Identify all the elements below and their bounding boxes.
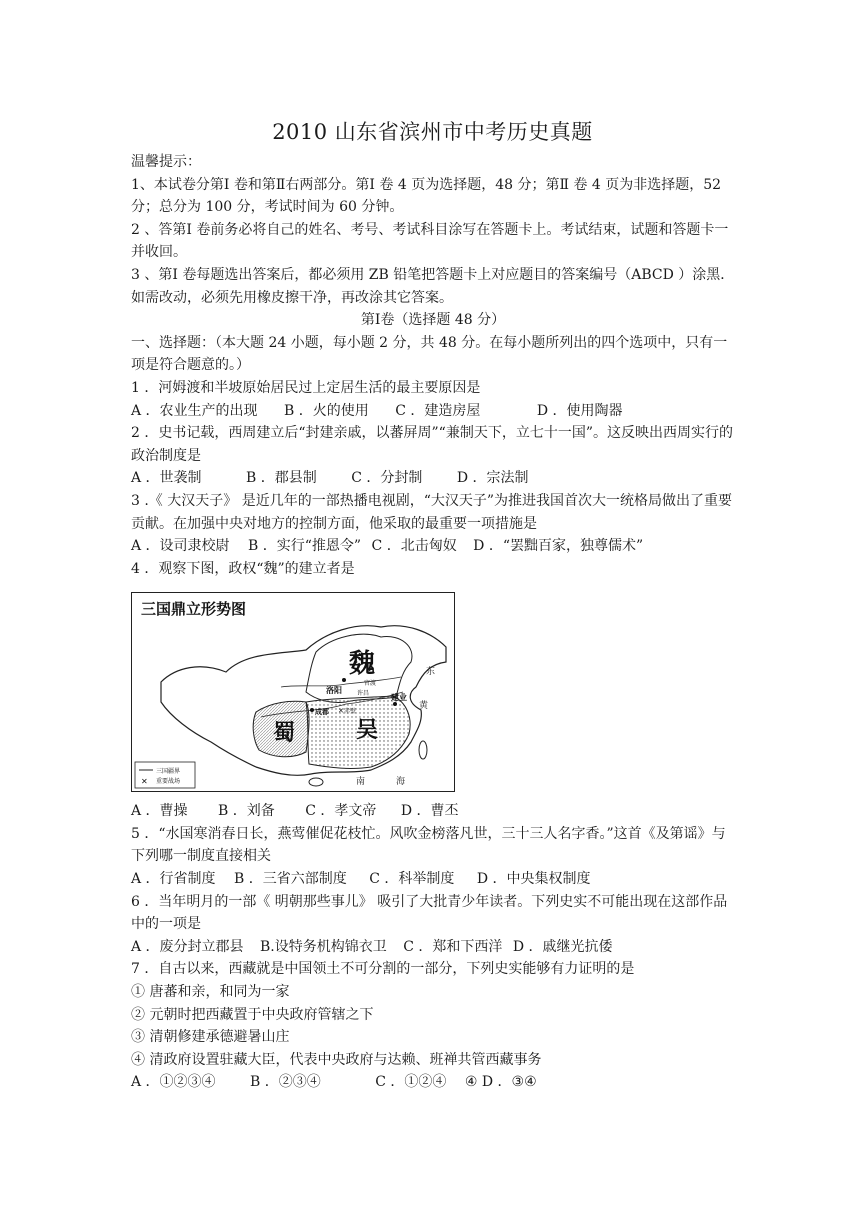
city-marker <box>393 702 397 706</box>
option-c: C ．孝文帝 <box>305 803 377 820</box>
city-marker <box>310 708 314 712</box>
sea-label: 海 <box>396 777 406 788</box>
city-label: 洛阳 <box>326 685 342 696</box>
statement-item: ② 元朝时把西藏置于中央政府管辖之下 <box>131 1006 374 1023</box>
question-options <box>131 467 735 490</box>
city-marker <box>342 678 346 682</box>
option-a: A ．行省制度 <box>131 871 216 888</box>
state-label-shu: 蜀 <box>273 720 296 747</box>
state-label-wu: 吴 <box>356 717 379 744</box>
city-label: 成都 <box>315 707 329 717</box>
notice-item: 2 、答第Ⅰ 卷前务必将自己的姓名、考号、考试科目涂写在答题卡上。考试结束，试题和答题卡一并收回。 <box>131 221 729 261</box>
state-label-wei: 魏 <box>349 649 376 680</box>
question-stem: 5 ．“水国寒消春日长，燕莺催促花枝忙。风吹金榜落凡世，三十三人名字香。”这首《及第谣》与下列哪一制度直接相关 <box>131 825 726 865</box>
legend-battle-icon: ✕ <box>141 777 148 787</box>
legend-label: 三国疆界 <box>156 768 181 776</box>
option-b: B ．实行“推恩令” <box>248 538 362 555</box>
option-d: D ．使用陶器 <box>536 402 623 419</box>
section-title: 第Ⅰ卷（选择题 48 分） <box>360 312 506 329</box>
page-title: 2010 山东省滨州市中考历史真题 <box>272 120 593 144</box>
legend-label: 重要战场 <box>156 778 181 786</box>
notice-item: 3 、第Ⅰ 卷每题选出答案后，都必须用 ZB 铅笔把答题卡上对应题目的答案编号（ABCD ）涂黑．如需改动，必须先用橡皮擦干净，再改涂其它答案。 <box>131 266 735 306</box>
notice-heading: 温馨提示： <box>131 154 201 170</box>
battle-marker: ✕ <box>338 707 344 716</box>
city-label: 建业 <box>391 692 407 703</box>
question-options <box>131 868 735 891</box>
sea-label: 黄 <box>419 701 429 712</box>
option-a: A ．设司隶校尉 <box>131 538 230 555</box>
option-c: C ．建造房屋 <box>395 402 481 419</box>
city-label: 赤壁 <box>344 708 357 716</box>
option-b: B ．火的使用 <box>284 402 369 419</box>
option-d: ④ D ．③④ <box>464 1074 537 1091</box>
question-options <box>131 800 735 823</box>
question-stem: 4 ．观察下图，政权“魏”的建立者是 <box>131 560 355 577</box>
option-b: B ．②③④ <box>250 1074 321 1091</box>
notice-item: 1、本试卷分第Ⅰ 卷和第Ⅱ右两部分。第Ⅰ 卷 4 页为选择题，48 分；第Ⅱ 卷 4 页为非选择题，52 分；总分为 100 分，考试时间为 60 分钟。 <box>131 176 722 216</box>
option-a: A ．①②③④ <box>131 1074 216 1091</box>
option-d: D ．“罢黜百家，独尊儒术” <box>473 538 644 555</box>
option-d: D ．曹丕 <box>400 803 459 820</box>
city-label: 许昌 <box>357 690 370 698</box>
option-a: A ．废分封立郡县 <box>131 938 244 955</box>
option-b: B ．郡县制 <box>246 470 317 487</box>
statement-item: ① 唐蕃和亲，和同为一家 <box>131 984 290 1001</box>
option-d: D ．宗法制 <box>456 470 529 487</box>
option-d: D ．戚继光抗倭 <box>512 938 613 955</box>
statement-item: ④ 清政府设置驻藏大臣，代表中央政府与达赖、班禅共管西藏事务 <box>131 1051 542 1068</box>
question-options <box>131 936 735 959</box>
option-c: C ．科举制度 <box>369 871 455 888</box>
question-stem: 2 ．史书记载，西周建立后“封建亲戚，以蕃屏周”“兼制天下，立七十一国”。这反映出西周实行的政治制度是 <box>131 425 733 464</box>
map-figure <box>131 592 455 792</box>
exam-content <box>131 151 735 1094</box>
section-intro: 一、选择题：（本大题 24 小题，每小题 2 分，共 48 分。在每小题所列出的四个选项中，只有一项是符合题意的。） <box>131 334 728 374</box>
question-stem: 7 ．自古以来，西藏就是中国领土不可分割的一部分，下列史实能够有力证明的是 <box>131 961 635 978</box>
map-title: 三国鼎立形势图 <box>141 600 247 619</box>
three-kingdoms-map <box>131 592 455 792</box>
option-c: C ．①②④ <box>375 1074 447 1091</box>
option-a: A ．曹操 <box>131 803 188 820</box>
option-b: B ．刘备 <box>218 803 275 820</box>
option-b: B ．三省六部制度 <box>234 871 347 888</box>
option-c: C ．分封制 <box>351 470 423 487</box>
question-stem: 1 ．河姆渡和半坡原始居民过上定居生活的最主要原因是 <box>131 379 481 396</box>
option-d: D ．中央集权制度 <box>476 871 591 888</box>
option-c: C ．郑和下西洋 <box>403 938 503 955</box>
taiwan-island <box>419 741 427 759</box>
question-stem: 6 ．当年明月的一部《 明朝那些事儿》 吸引了大批青少年读者。下列史实不可能出现在这部作品中的一项是 <box>131 893 728 933</box>
option-b: B.设特务机构锦衣卫 <box>260 938 387 955</box>
option-a: A ．世袭制 <box>131 470 202 487</box>
option-c: C ．北击匈奴 <box>371 538 457 555</box>
sea-label: 东 <box>426 667 436 678</box>
city-label: 官渡 <box>364 680 377 688</box>
question-options <box>131 1071 735 1094</box>
sea-label: 南 <box>356 777 366 788</box>
hainan-island <box>309 778 323 786</box>
option-a: A ．农业生产的出现 <box>131 402 258 419</box>
question-stem: 3 .《 大汉天子》 是近几年的一部热播电视剧，“大汉天子”为推进我国首次大一统格局做出了重要贡献。在加强中央对地方的控制方面，他采取的最重要一项措施是 <box>131 492 733 532</box>
question-options <box>131 535 735 558</box>
statement-item: ③ 清朝修建承德避暑山庄 <box>131 1029 290 1046</box>
question-options <box>131 400 735 423</box>
